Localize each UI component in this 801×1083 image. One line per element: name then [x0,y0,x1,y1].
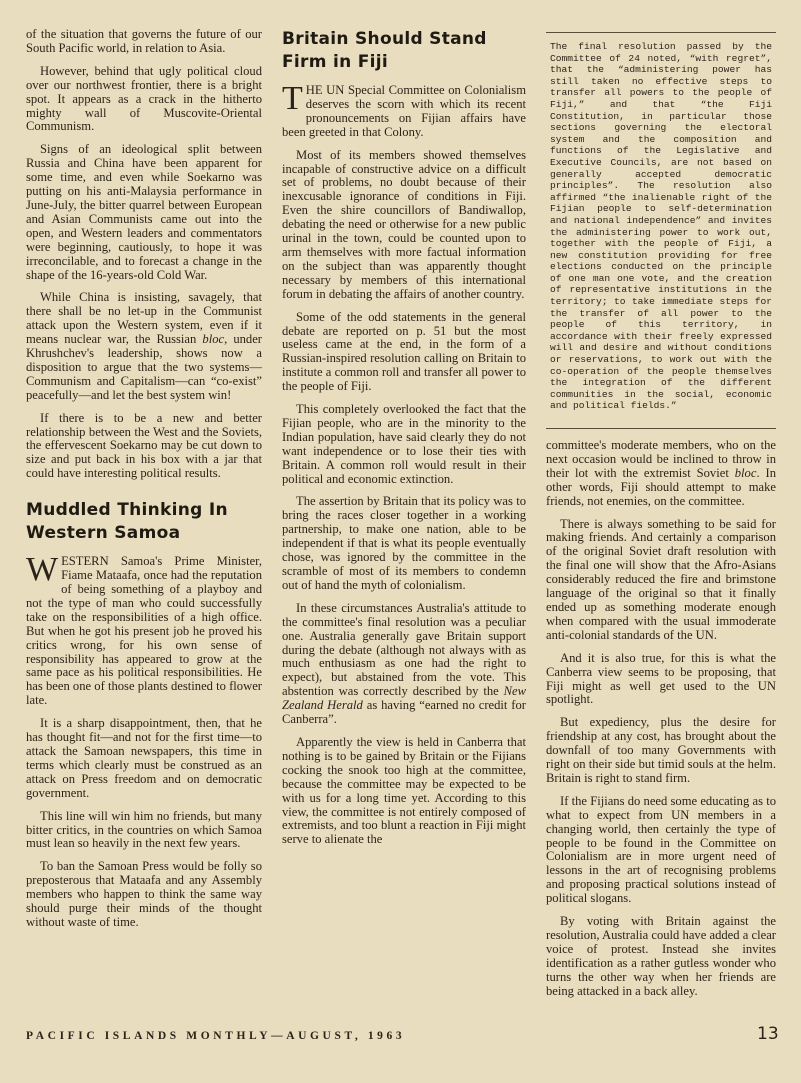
paragraph: committee's moderate members, who on the next occasion would be inclined to throw in their lot with the extremist Soviet bloc. In other words, Fiji should attempt to make friends, not enemies, on the committee. [546,438,776,508]
running-footer: PACIFIC ISLANDS MONTHLY—AUGUST, 1963 [26,1030,406,1042]
paragraph: This completely overlooked the fact that the Fijian people, who are in the minority to the Indian population, have said clearly they do not want independence or to lose their ties with Britain. A common roll would result in their political and economic extinction. [282,402,526,486]
paragraph: Some of the odd statements in the general debate are reported on p. 51 but the most useless came at the end, in the form of a Russian-inspired resolution calling on Britain to institute a common roll and transfer all power to the people of Fiji. [282,309,526,394]
paragraph: Most of its members showed themselves incapable of constructive advice on a difficult set of problems, no doubt because of their inexcusable ignorance of conditions in Fiji. Even the shire councillors of Bandiwallop, debating the need or otherwise for a new public urinal in the town, could be counted upon to arm themselves with more factual information on the subject than was apparently thought necessary by members of this international forum in debating the affairs of another country. [282,147,526,301]
paragraph: This line will win him no friends, but many bitter critics, in the countries on which Samoa must lean so heavily in the next few years. [26,808,262,851]
paragraph: of the situation that governs the future of our South Pacific world, in relation to Asia. [26,27,262,55]
paragraph: THE UN Special Committee on Colonialism deserves the scorn with which its recent pronouncements on Fijian affairs have been greeted in that Colony. [282,80,526,139]
rule-divider [546,428,776,429]
column-left [26,28,262,939]
column-right [546,28,776,1008]
paragraph: To ban the Samoan Press would be folly so preposterous that Mataafa and any Assembly members who happen to think the same way should purge their minds of the thought without waste of time. [26,859,262,929]
paragraph: In these circumstances Australia's attitude to the committee's final resolution was a peculiar one. Australia generally gave Britain support during the debate (although not always with as much enthusiasm as one had the right to expect), but abstained from the vote. This abstention was correctly described by the New Zealand Herald as having “earned no credit for Canberra”. [282,600,526,727]
paragraph: If the Fijians do need some educating as to what to expect from UN members in a changing world, then certainly the type of people to be found in the Committee on Colonialism are in more urgent need of lessons in the art of recognising problems and proposing practical solutions instead of political slogans. [546,793,776,906]
paragraph: WESTERN Samoa's Prime Minister, Fiame Mataafa, once had the reputation of being something of a playboy and not the type of man who could successfully take on the responsibilities of a high office. But when he got his present job he proved his critics wrong, for his own sense of responsibility has appeared to grow at the same pace as his political responsibilities. He has been one of those plants destined to flower late. [26,551,262,708]
drop-cap: W [26,551,59,589]
drop-cap: T [282,80,303,117]
paragraph: But expediency, plus the desire for friendship at any cost, has brought about the downfall of too many Governments with right on their side but timid souls at the helm. Britain is right to stand firm. [546,715,776,785]
paragraph: Apparently the view is held in Canberra that nothing is to be gained by Britain or the Fijians cocking the snook too high at the committee, because the committee may be expected to be with us for a long time yet. According to this view, the committee is not entirely composed of extremists, and too blunt a reaction in Fiji might serve to alienate the [282,734,526,847]
resolution-quote-box: The final resolution passed by the Committee of 24 noted, “with regret”, that the “administering power has still taken no effective steps to transfer all powers to the people of Fiji,” and that “the Fiji Constitution, in particular those sections governing the electoral system and the composition and functions of the Legislative and Executive Councils, are not based on generally accepted democratic principles”. The resolution also affirmed “the inalienable right of the Fijian people to self-determination and national independence” and invites the administering power to work out, together with the people of Fiji, a new constitution providing for free elections conducted on the principle of one man one vote, and the creation of representative institutions in the territory; to take immediate steps for the transfer of all power to the people of this territory, in accordance with their freely expressed will and desire and without conditions or reservations, to work out with the co-operation of the people themselves the integration of the different communities in the social, economic and political fields.” [550,41,772,412]
paragraph: By voting with Britain against the resolution, Australia could have added a clear voice of protest. Instead she invites identification as a rather gutless wonder who turns the other way when her friends are being attacked in a back alley. [546,914,776,998]
column-middle [282,28,526,856]
paragraph: And it is also true, for this is what the Canberra view seems to be proposing, that Fiji might as well get used to the UN spotlight. [546,650,776,707]
paragraph: It is a sharp disappointment, then, that he has thought fit—and not for the first time—to attack the Samoan newspapers, this time in terms which clearly must be construed as an attack on Press freedom and on democratic government. [26,716,262,800]
section-heading-fiji: Britain Should Stand Firm in Fiji [282,29,487,72]
paragraph: While China is insisting, savagely, that there shall be no let-up in the Communist attack upon the Western system, even if it means nuclear war, the Russian bloc, under Khrushchev's leadership, shows now a disposition to argue that the two systems—Communism and Capitalism—can “co-exist” peacefully—and let the best system win! [26,290,262,402]
paragraph: The assertion by Britain that its policy was to bring the races closer together in a working partnership, to make one nation, able to be independent if that is what its people eventually chose, was ignored by the committee in the scramble of most of its members to condemn out of hand the myth of colonialism. [282,494,526,592]
paragraph: Signs of an ideological split between Russia and China have been apparent for some time, and even while Soekarno was putting on his anti-Malaysia performance in June-July, the bitter quarrel between European and Asian Communists came out into the open, and Western leaders and commentators were beginning, cautiously, to hope it was irreconcilable, and to forecast a change in the shape of the 16-years-old Cold War. [26,142,262,282]
paragraph: If there is to be a new and better relationship between the West and the Soviets, the effervescent Soekarno may be cut down to size and put back in his box with a jar that could have interesting political results. [26,410,262,481]
section-heading-western-samoa: Muddled Thinking In Western Samoa [26,500,228,544]
page-number: 13 [757,1024,779,1044]
paragraph: There is always something to be said for making friends. And certainly a comparison of the original Soviet draft resolution with the final one will show that the Afro-Asians considerably reduced the fire and brimstone language of the original so that it finally ended up as something moderate enough when compared with the usual immoderate anti-colonial standards of the UN. [546,516,776,642]
paragraph: However, behind that ugly political cloud over our northwest frontier, there is a bright spot. It appears as a crack in the hitherto mighty wall of Muscovite-Oriental Communism. [26,63,262,134]
